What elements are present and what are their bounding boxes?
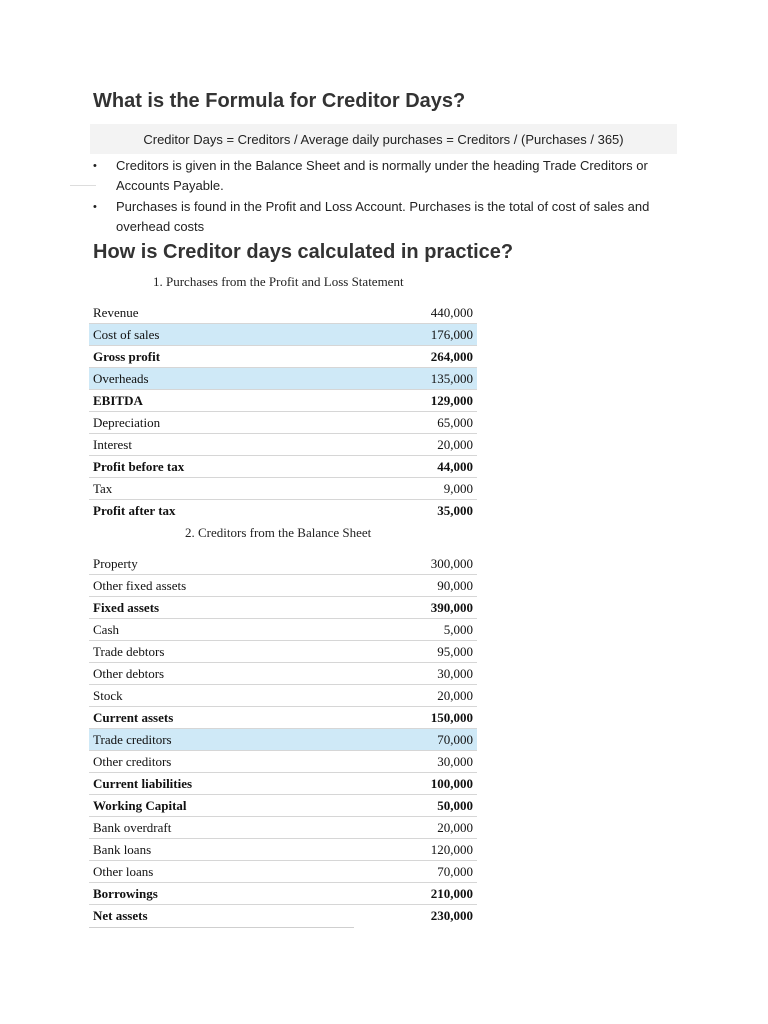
- table-row: [89, 390, 477, 412]
- row-value: 120,000: [430, 841, 473, 857]
- row-label: Profit before tax: [93, 458, 185, 474]
- row-label: Trade creditors: [93, 731, 172, 747]
- balance-sheet-table: [89, 553, 477, 927]
- row-label: Current liabilities: [93, 775, 193, 791]
- table-row: [89, 302, 477, 324]
- table-row: [89, 412, 477, 434]
- row-label: Profit after tax: [93, 503, 176, 518]
- table-row: [89, 619, 477, 641]
- row-value: 300,000: [430, 555, 473, 571]
- bs-caption: 2. Creditors from the Balance Sheet: [185, 525, 372, 540]
- row-label: Net assets: [93, 908, 148, 923]
- row-value: 210,000: [430, 885, 473, 901]
- table-row: [89, 324, 477, 346]
- table-row: [89, 456, 477, 478]
- row-value: 5,000: [443, 621, 473, 637]
- row-value: 135,000: [430, 370, 473, 386]
- row-label: Property: [93, 555, 138, 571]
- table-row: [89, 641, 477, 663]
- pl-caption: 1. Purchases from the Profit and Loss Statement: [153, 274, 404, 289]
- row-label: Trade debtors: [93, 643, 165, 659]
- table-row: [89, 597, 477, 619]
- row-value: 95,000: [437, 643, 473, 659]
- table-row: [89, 795, 477, 817]
- row-value: 44,000: [437, 458, 473, 474]
- row-label: Borrowings: [93, 885, 158, 901]
- row-label: Cash: [93, 621, 119, 637]
- table-row: [89, 685, 477, 707]
- bullet-item: [93, 156, 683, 196]
- row-value: 30,000: [437, 665, 473, 681]
- table-row: [89, 346, 477, 368]
- table-row: [89, 500, 477, 522]
- row-label: Revenue: [93, 304, 139, 320]
- divider: [89, 927, 354, 928]
- table-row: [89, 478, 477, 500]
- bullet-icon: •: [93, 160, 97, 172]
- row-value: 390,000: [430, 599, 473, 615]
- table-row: [89, 663, 477, 685]
- row-label: Bank overdraft: [93, 819, 172, 835]
- row-value: 129,000: [430, 392, 473, 408]
- row-label: Other debtors: [93, 665, 165, 681]
- row-value: 90,000: [437, 577, 473, 593]
- table-row: [89, 861, 477, 883]
- row-label: Overheads: [93, 370, 149, 386]
- row-value: 20,000: [437, 819, 473, 835]
- row-label: Current assets: [93, 709, 174, 725]
- row-value: 230,000: [430, 908, 473, 923]
- row-label: Working Capital: [93, 797, 187, 813]
- table-row: [89, 434, 477, 456]
- row-value: 70,000: [437, 863, 473, 879]
- row-value: 440,000: [430, 304, 473, 320]
- row-value: 20,000: [437, 687, 473, 703]
- row-value: 150,000: [430, 709, 473, 725]
- table-row: [89, 368, 477, 390]
- table-row: [89, 817, 477, 839]
- table-row: [89, 773, 477, 795]
- row-label: Cost of sales: [93, 326, 160, 342]
- row-label: Gross profit: [93, 348, 161, 364]
- row-label: Tax: [93, 480, 113, 496]
- row-value: 100,000: [430, 775, 473, 791]
- row-value: 65,000: [437, 414, 473, 430]
- bullet-list: [93, 156, 683, 238]
- bullet-icon: •: [93, 201, 97, 213]
- table-row: [89, 905, 477, 927]
- row-label: Stock: [93, 687, 123, 703]
- row-value: 30,000: [437, 753, 473, 769]
- table-row: [89, 839, 477, 861]
- row-value: 70,000: [437, 731, 473, 747]
- row-value: 9,000: [443, 480, 473, 496]
- row-value: 35,000: [437, 503, 473, 518]
- row-value: 20,000: [437, 436, 473, 452]
- row-label: Bank loans: [93, 841, 152, 857]
- row-label: Other loans: [93, 863, 154, 879]
- page-title: What is the Formula for Creditor Days?: [93, 90, 466, 112]
- table-row: [89, 553, 477, 575]
- formula-box: Creditor Days = Creditors / Average daily purchases = Creditors / (Purchases / 365): [90, 124, 677, 154]
- table-row: [89, 575, 477, 597]
- row-label: Fixed assets: [93, 599, 160, 615]
- row-label: EBITDA: [93, 392, 143, 408]
- row-value: 50,000: [437, 797, 473, 813]
- profit-loss-table: [89, 302, 477, 522]
- row-label: Interest: [93, 436, 132, 452]
- table-row: [89, 883, 477, 905]
- bullet-text: Purchases is found in the Profit and Loss Account. Purchases is the total of cost of sales and overhead costs: [116, 199, 650, 234]
- bullet-item: [93, 197, 683, 237]
- row-label: Depreciation: [93, 414, 161, 430]
- row-label: Other creditors: [93, 753, 172, 769]
- row-label: Other fixed assets: [93, 577, 187, 593]
- table-row: [89, 729, 477, 751]
- bullet-text: Creditors is given in the Balance Sheet and is normally under the heading Trade Creditors or Accounts Payable.: [116, 158, 648, 193]
- row-value: 264,000: [430, 348, 473, 364]
- table-row: [89, 751, 477, 773]
- section-title: How is Creditor days calculated in practice?: [93, 241, 514, 263]
- table-row: [89, 707, 477, 729]
- row-value: 176,000: [430, 326, 473, 342]
